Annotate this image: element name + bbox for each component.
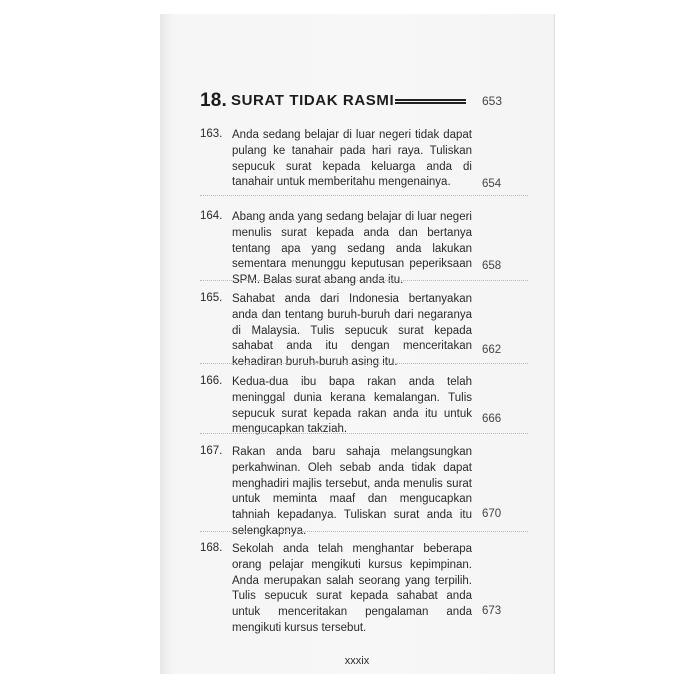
entry-page-number: 654 [482,178,502,190]
entry-number: 163. [200,128,223,140]
entry-number: 166. [200,375,223,387]
entry-page-number: 670 [482,508,502,520]
entry-text: Anda sedang belajar di luar negeri tidak dapat pulang ke tanahair pada hari raya. Tuliskan sepucuk surat kepada keluarga anda di tanahair untuk memberitahu mengenainya. [232,129,472,189]
entry-divider [200,433,528,434]
chapter-double-rule [395,99,466,104]
entry-number: 168. [200,542,223,554]
entry-text: Abang anda yang sedang belajar di luar negeri menulis surat kepada anda dan bertanya tentang apa yang sedang anda lakukan sementara menunggu keputusan peperiksaan SPM. Balas surat abang anda itu. [232,211,472,287]
entry-number: 167. [200,445,223,457]
chapter-number: 18. [200,90,228,111]
entry-page-number: 658 [482,260,502,272]
entry-divider [200,531,528,532]
page-folio: xxxix [344,655,370,667]
entry-divider [200,280,528,281]
entry-number: 164. [200,210,223,222]
entry-page-number: 662 [482,344,502,356]
entry-divider [200,363,528,364]
book-page [160,14,554,674]
entry-page-number: 673 [482,605,502,617]
entry-text: Sekolah anda telah menghantar beberapa orang pelajar mengikuti kursus kepimpinan. Anda merupakan salah seorang yang terpilih. Tulis sepucuk surat kepada sahabat anda untuk menceritakan pengalaman anda mengikuti kursus tersebut. [232,543,472,634]
entry-page-number: 666 [482,413,502,425]
entry-text: Kedua-dua ibu bapa rakan anda telah meninggal dunia kerana kemalangan. Tulis sepucuk surat kepada rakan anda itu untuk mengucapkan takziah. [232,376,472,436]
entry-text: Rakan anda baru sahaja melangsungkan perkahwinan. Oleh sebab anda tidak dapat menghadiri majlis tersebut, anda menulis surat untuk meminta maaf dan mengucapkan tahniah kepadanya. Tuliskan surat anda itu selengkapnya. [232,446,472,537]
chapter-heading [200,90,550,116]
entry-divider [200,195,528,196]
chapter-page-number: 653 [482,94,503,108]
chapter-title: SURAT TIDAK RASMI [231,92,395,109]
entry-number: 165. [200,292,223,304]
entry-text: Sahabat anda dari Indonesia bertanyakan anda dan tentang buruh-buruh dari negaranya di Malaysia. Tulis sepucuk surat kepada sahabat anda itu dengan menceritakan kehadiran buruh-buruh asing itu. [232,293,472,369]
